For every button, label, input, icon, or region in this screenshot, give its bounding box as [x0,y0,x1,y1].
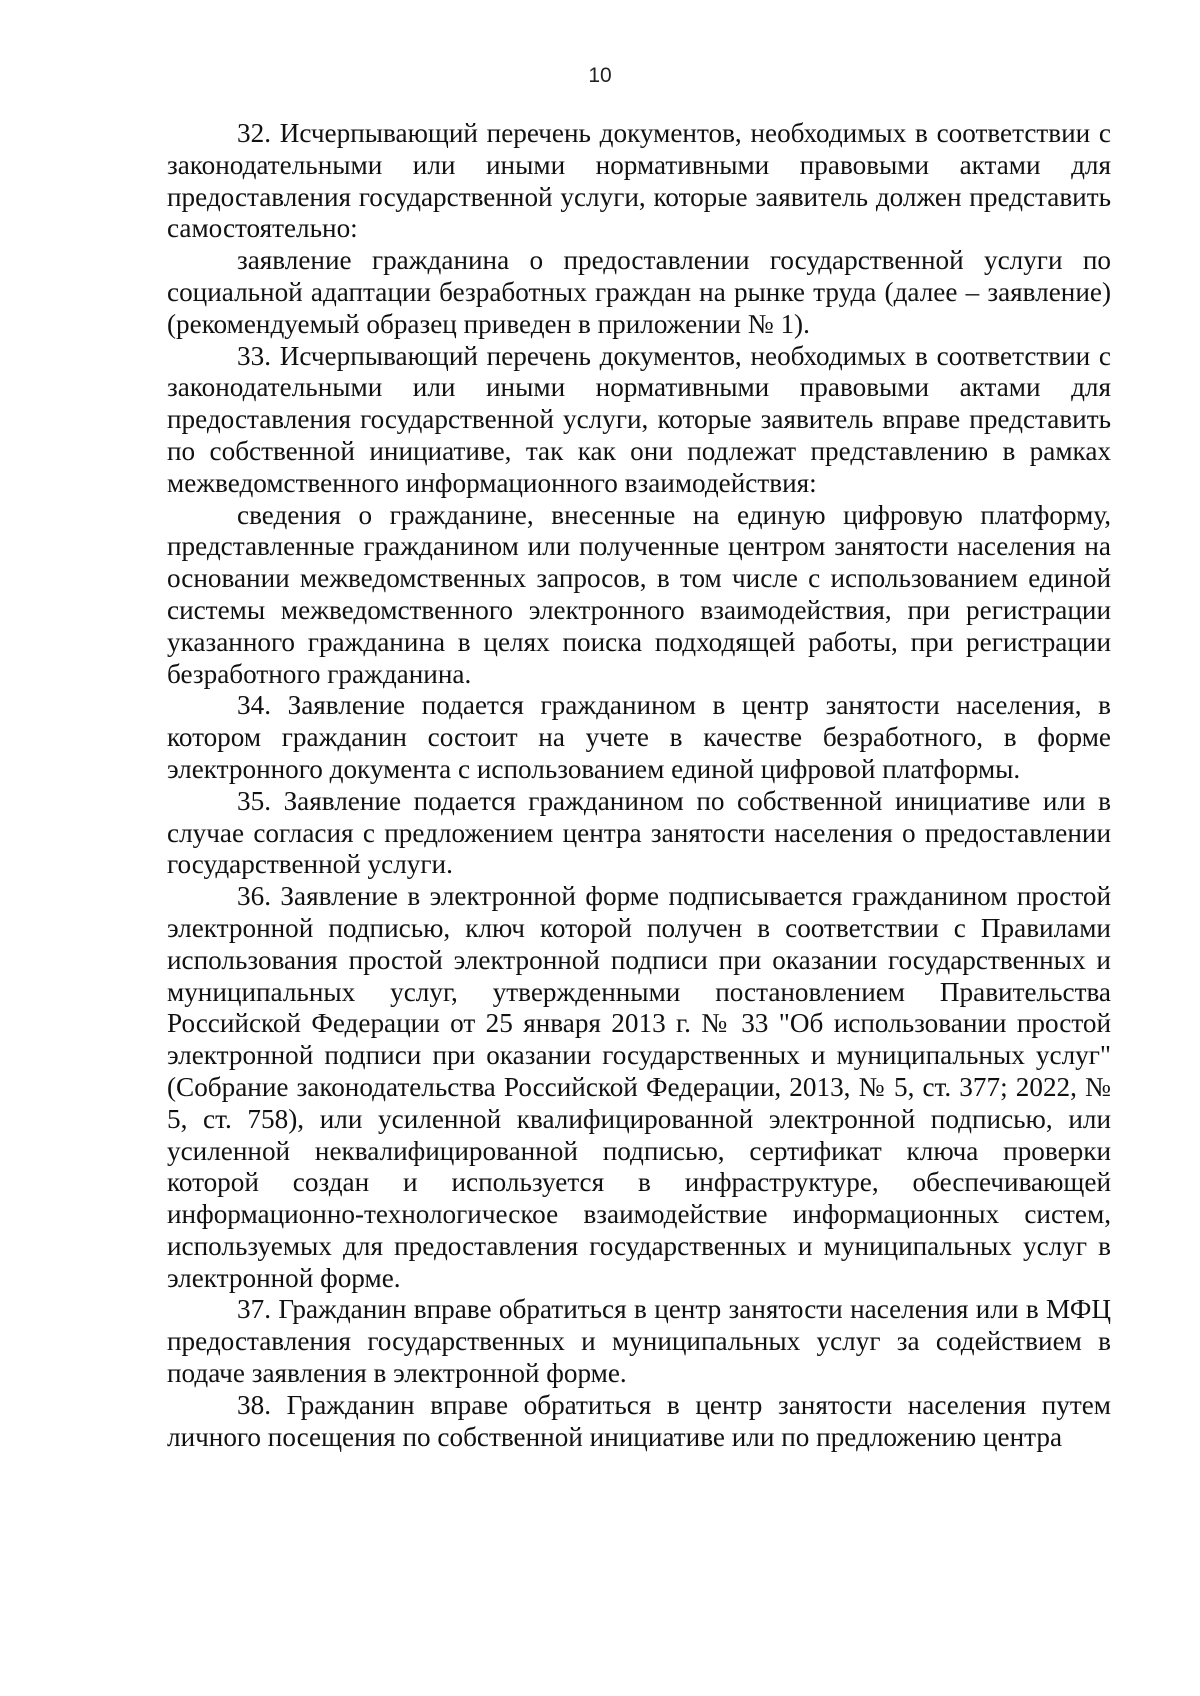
paragraph-37: 37. Гражданин вправе обратиться в центр занятости населения или в МФЦ предоставления государственных и муниципальных услуг за содействием в подаче заявления в электронной форме. [167,1294,1111,1389]
paragraph-33: 33. Исчерпывающий перечень документов, необходимых в соответствии с законодательными или иными нормативными правовыми актами для предоставления государственной услуги, которые заявитель вправе представить по собственной инициативе, так как они подлежат представлению в рамках межведомственного информационного взаимодействия: [167,340,1111,498]
paragraph-35: 35. Заявление подается гражданином по собственной инициативе или в случае согласия с предложением центра занятости населения о предоставлении государственной услуги. [167,785,1111,880]
paragraph-32-item: заявление гражданина о предоставлении государственной услуги по социальной адаптации безработных граждан на рынке труда (далее – заявление) (рекомендуемый образец приведен в приложении № 1). [167,245,1111,339]
paragraph-38: 38. Гражданин вправе обратиться в центр занятости населения путем личного посещения по собственной инициативе или по предложению центра [167,1389,1111,1452]
page-number: 10 [588,64,612,87]
paragraph-33-item: сведения о гражданине, внесенные на единую цифровую платформу, представленные гражданином или полученные центром занятости населения на основании межведомственных запросов, в том числе с использованием единой системы межведомственного электронного взаимодействия, при регистрации указанного гражданина в целях поиска подходящей работы, при регистрации безработного гражданина. [167,499,1111,689]
document-body [167,118,1111,1453]
paragraph-32: 32. Исчерпывающий перечень документов, необходимых в соответствии с законодательными или иными нормативными правовыми актами для предоставления государственной услуги, которые заявитель должен представить самостоятельно: [167,118,1111,244]
paragraph-34: 34. Заявление подается гражданином в центр занятости населения, в котором гражданин состоит на учете в качестве безработного, в форме электронного документа с использованием единой цифровой платформы. [167,690,1111,784]
paragraph-36: 36. Заявление в электронной форме подписывается гражданином простой электронной подписью, ключ которой получен в соответствии с Правилами использования простой электронной подписи при оказании государственных и муниципальных услуг, утвержденными постановлением Правительства Российской Федерации от 25 января 2013 г. № 33 "Об использовании простой электронной подписи при оказании государственных и муниципальных услуг" (Собрание законодательства Российской Федерации, 2013, № 5, ст. 377; 2022, № 5, ст. 758), или усиленной квалифицированной электронной подписью, или усиленной неквалифицированной подписью, сертификат ключа проверки которой создан и используется в инфраструктуре, обеспечивающей информационно-технологическое взаимодействие информационных систем, используемых для предоставления государственных и муниципальных услуг в электронной форме. [167,881,1111,1293]
